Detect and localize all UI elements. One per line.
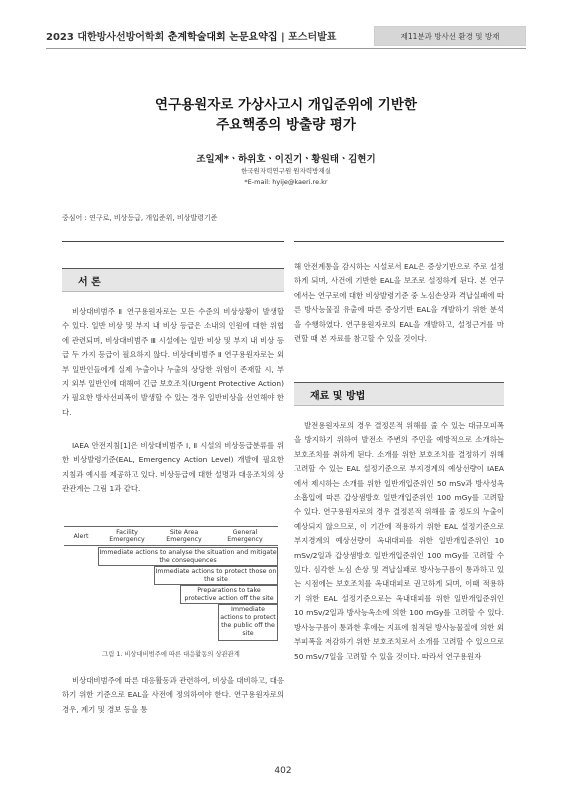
section-title-intro: 서 론 [78,277,101,288]
figure-header-alert: Alert [73,533,89,540]
section-name: 포스터발표 [288,32,337,43]
paper-title [46,95,526,135]
figure-box-mitigate: Immediate actions to analyse the situation and mitigate the consequences [99,549,277,564]
page-number: 402 [274,766,292,776]
keywords: 중심어 : 연구로, 비상등급, 개입준위, 비상발령기준 [62,214,218,222]
figure-box-protect-public: Immediate actions to protect the public off the site [218,604,278,641]
section-header-methods [294,382,504,406]
left-column-rule [62,241,284,242]
right-column-rule [294,241,504,242]
section-header-intro [62,268,284,292]
figure-box-prepare-offsite: Preparations to take protective action off the site [180,585,278,604]
intro-paragraph-continued: 해 안전계통을 감시하는 시설로서 EAL은 증상기반으로 주로 설정하게 되며, 사건에 기반한 EAL을 보조로 설정하게 된다. 본 연구에서는 연구로에 대한 비상발령기준 중 노심손상과 격납실패에 따른 방사능물질 유출에 따른 증상기반 EAL을 개발하기 위한 분석을 수행하였다. 연구용원자로의 EAL을 개발하고, 설정근거를 마련할 때 본 자료를 참고할 수 있을 것이다. [294,262,504,344]
affiliation: 한국원자력연구원 원자력방재실 [241,167,331,175]
figure-header-general: General Emergency [227,529,263,543]
title-line-2: 주요핵종의 방출량 평가 [216,117,356,133]
figure-header-row [64,526,278,546]
header-conference [46,28,336,43]
figure-box-protect-site: Immediate actions to protect those on the site [155,568,277,583]
intro-paragraph-2: IAEA 안전지침[1]은 비상대비범주 Ⅰ, Ⅱ 시설의 비상등급분류를 위한 비상발령기준(EAL, Emergency Action Level) 개발에 필요한 지침과 예시를 제공하고 있다. 비상등급에 대한 설명과 대응조치의 상관관계는 그림 1과 같다. [62,441,284,494]
figure-caption: 그림 1. 비상대비범주에 따른 대응활동의 상관관계 [102,651,240,658]
figure-header-facility: Facility Emergency [109,529,145,543]
figure-emergency-classes [64,526,278,642]
header-divider [46,48,526,49]
header-separator: | [280,32,285,43]
conference-name: 2023 대한방사선방어학회 [46,32,165,43]
event-name: 춘계학술대회 논문요약집 [167,32,278,43]
running-header [46,26,526,46]
section-title-methods: 재료 및 방법 [310,391,366,402]
methods-paragraph-1: 발전용원자로의 경우 결정론적 위해를 줄 수 있는 대규모피폭을 방지하기 위하여 발전소 주변의 주민을 예방적으로 소개하는 보호조치를 취하게 된다. 소개를 위한 보호조치를 결정하기 위해 고려할 수 있는 EAL 설정기준으로 부지경계의 예상선량이 IAEA에서 제시하는 소개를 위한 일반개입준위인 50 mSv과 방사성옥소흡입에 따른 갑상샘방호 일반개입준위인 100 mGy를 고려할 수 있다. 연구용원자로의 경우 결정론적 위해를 줄 정도의 누출이 예상되지 않으므로, 이 기간에 적용하기 위한 EAL 설정기준으로 부지경계의 예상선량이 옥내대피를 위한 일반개입준위인 10 mSv/2일과 갑상샘방호 일반개입준위인 100 mGy를 고려할 수 있다. 심각한 노심 손상 및 격납실패로 방사능구름이 통과하고 있는 시점에는 보호조치를 옥내대피로 권고하게 되며, 이때 적용하기 위한 EAL 설정기준으로는 옥내대피를 위한 일반개입준위인 10 mSv/2일과 방사능옥소에 의한 100 mGy를 고려할 수 있다. 방사능구름이 통과한 후에는 지표에 침적된 방사능물질에 의한 외부피폭을 저감하기 위한 보호조치로서 소개를 고려할 수 있으므로 50 mSv/7일을 고려할 수 있을 것이다. 따라서 연구용원자 [294,421,504,661]
author-list: 조일제*ㆍ하위호ㆍ이진기ㆍ황원태ㆍ김현기 [196,154,376,165]
division-badge: 제11분과 방사선 환경 및 방재 [374,26,526,46]
corresponding-email: *E-mail: hyije@kaeri.re.kr [244,178,328,186]
title-line-1: 연구용원자로 가상사고시 개입준위에 기반한 [155,97,417,113]
intro-paragraph-1: 비상대비범주 Ⅱ 연구용원자로는 모든 수준의 비상상황이 발생할 수 있다. 일반 비상 및 부지 내 비상 등급은 소내의 인원에 대한 위협에 관련되며, 비상대비범주 Ⅲ 시설에는 일반 비상 및 부지 내 비상 등급 두 가지 등급이 필요하지 않다. 비상대비범주 Ⅱ 연구용원자로는 외부 일반인들에게 실제 누출이나 누출의 상당한 위험이 존재할 시, 부지 외부 일반인에 대해여 긴급 보호조치(Urgent Protective Action)가 필요한 방사선피폭이 발생할 수 있는 경우 일반비상을 선언해야 한다. [62,307,284,417]
figure-header-site-area: Site Area Emergency [166,529,202,543]
intro-paragraph-3: 비상대비범주에 따른 대응활동과 관련하여, 비상을 대비하고, 대응하기 위한 기준으로 EAL을 사전에 정의하여야 한다. 연구용원자로의 경우, 계기 및 경보 등을 통 [62,676,284,714]
